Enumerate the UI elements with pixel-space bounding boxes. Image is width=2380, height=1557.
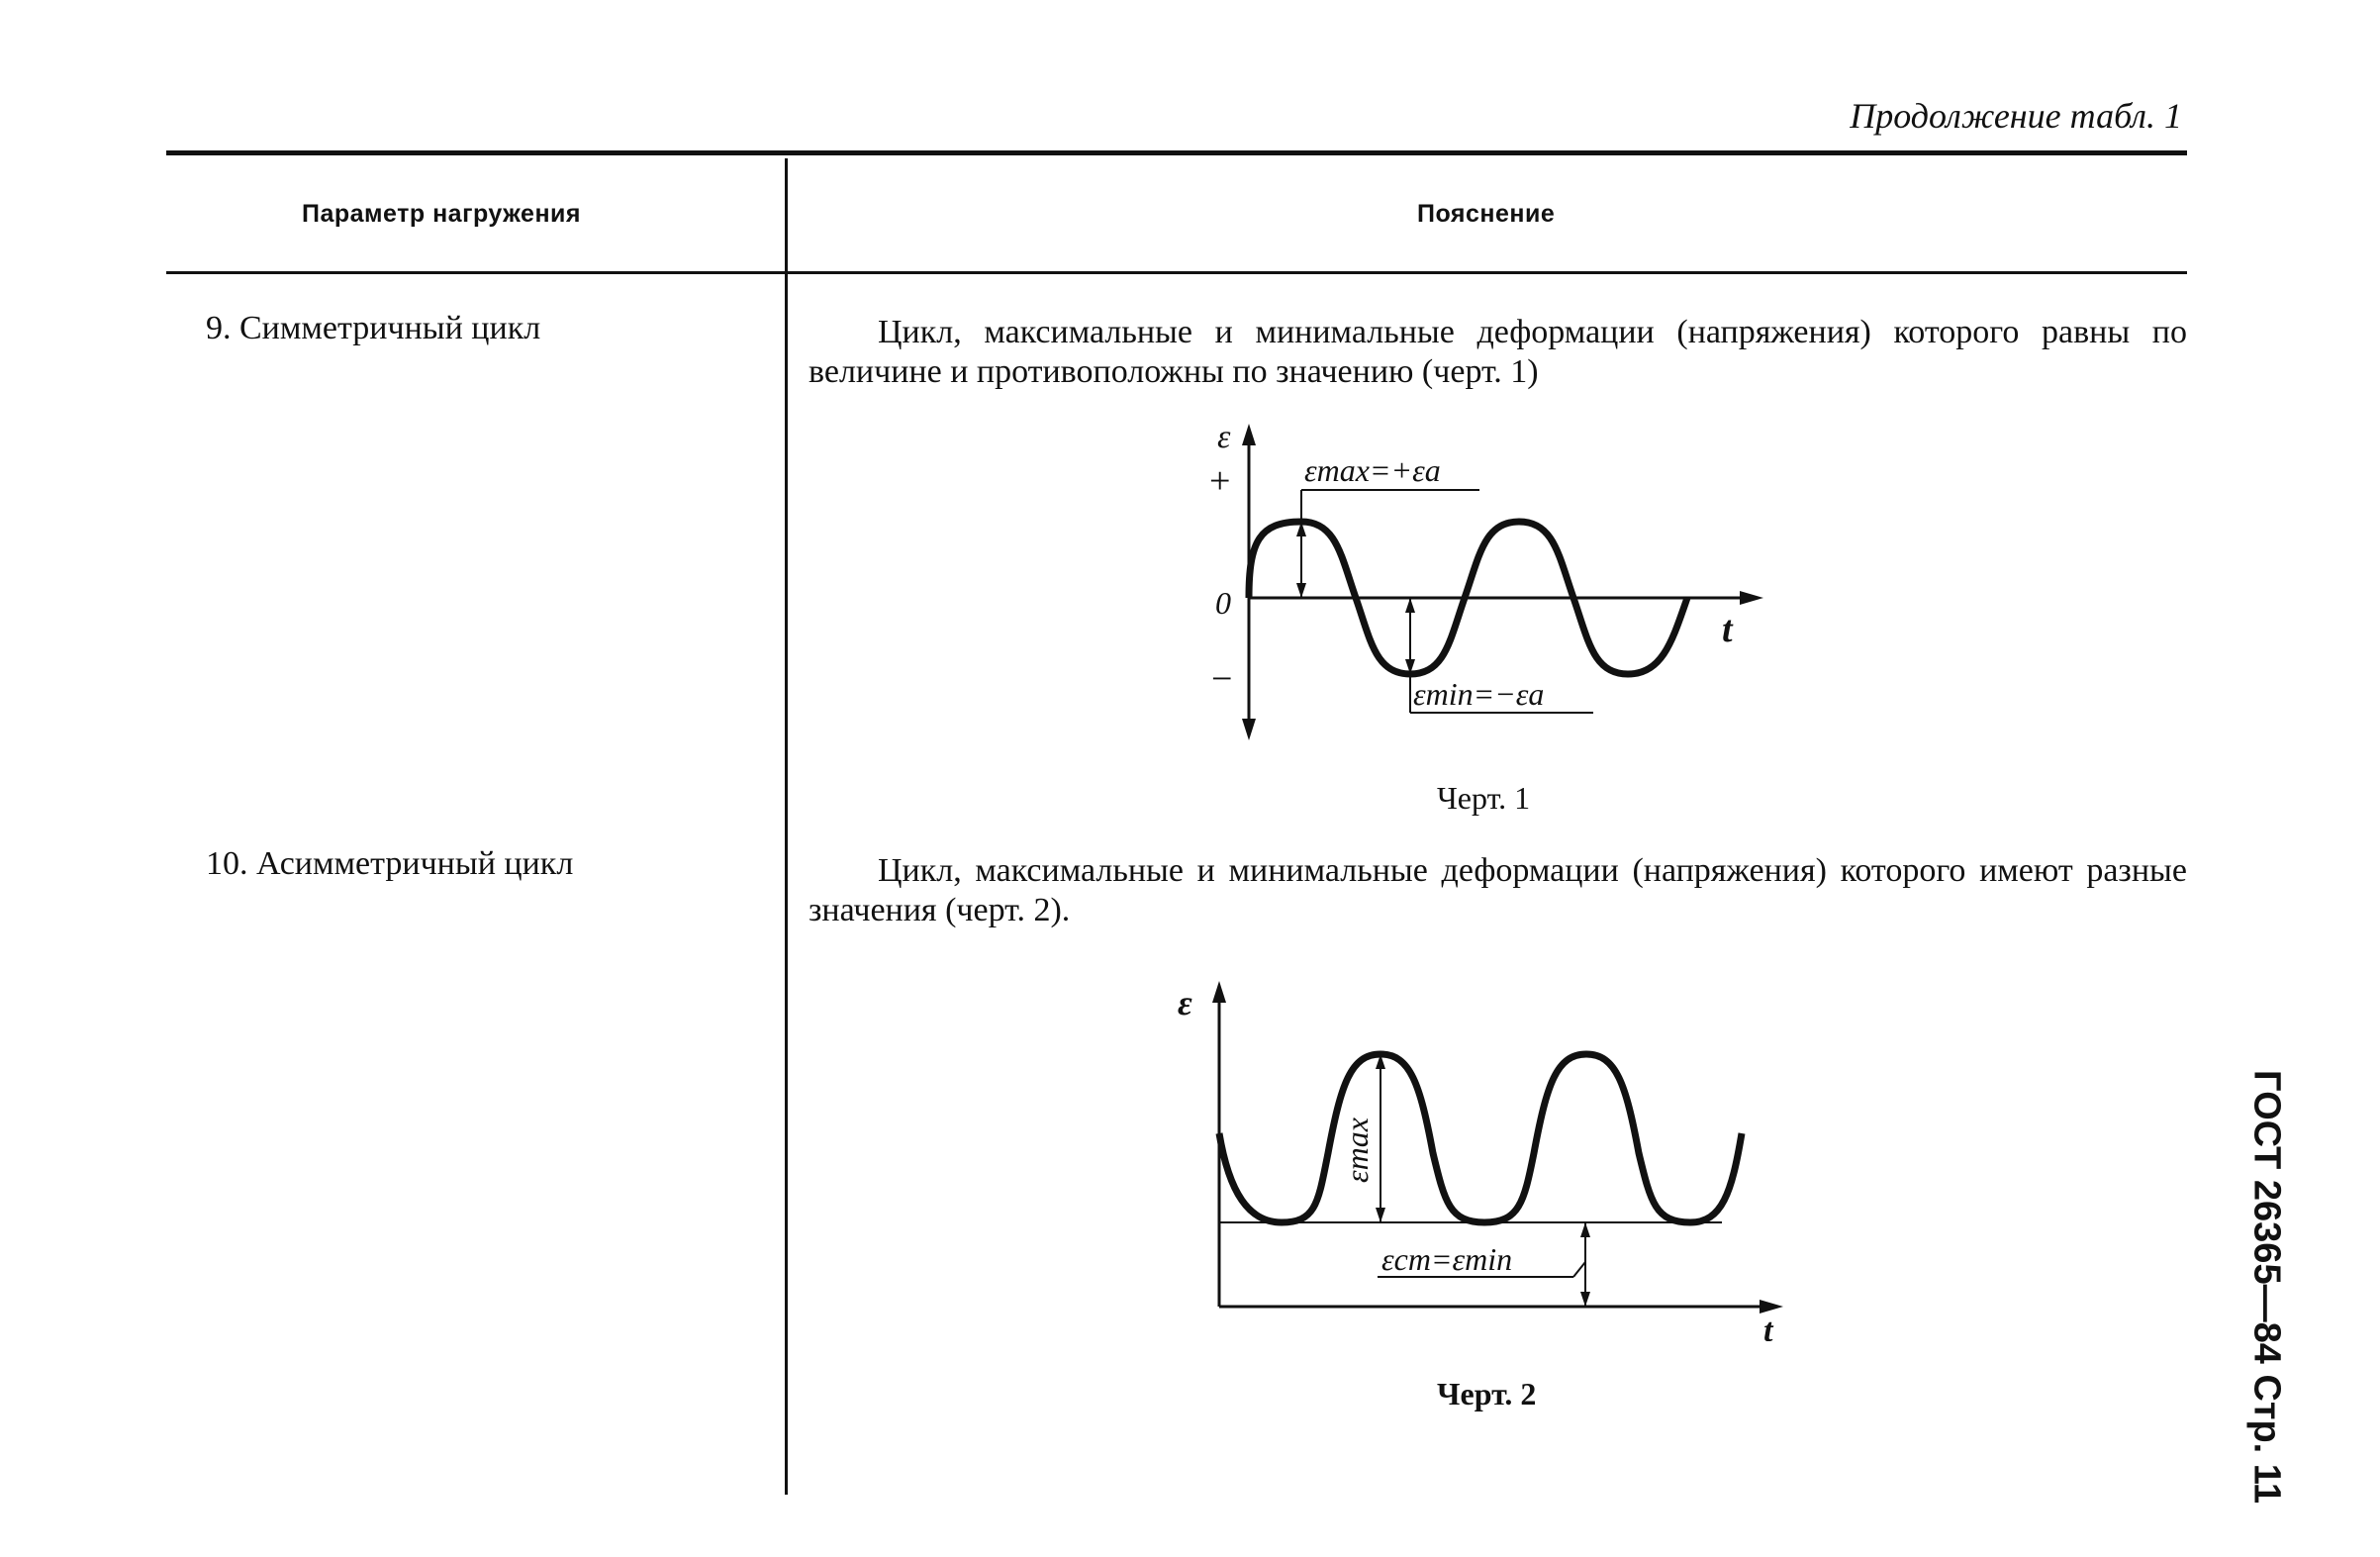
fig2-st-tip-bottom <box>1580 1292 1590 1307</box>
column-divider <box>785 158 788 1495</box>
fig2-t-label: t <box>1763 1313 1773 1341</box>
fig2-max-label: εmax <box>1339 1118 1375 1183</box>
fig1-y-label: ε <box>1217 419 1231 455</box>
row-9-parameter: 9. Симметричный цикл <box>206 310 541 346</box>
column-header-parameter: Параметр нагружения <box>302 200 581 228</box>
fig2-y-label: ε <box>1178 983 1192 1022</box>
row-9-explanation: Цикл, максимальные и минимальные деформации (напряжения) которого равны по величине и противоположны по значению (черт. 1) <box>809 314 2187 390</box>
fig1-plus-label: + <box>1209 460 1231 502</box>
figure-2-caption: Черт. 2 <box>1437 1376 1537 1411</box>
fig2-st-tip-top <box>1580 1222 1590 1237</box>
row-10-explanation: Цикл, максимальные и минимальные деформации (напряжения) которого имеют разные значения (черт. 2). <box>809 852 2187 928</box>
side-page-label <box>2217 1069 2316 1505</box>
continuation-label: Продолжение табл. 1 <box>1850 96 2182 136</box>
figure-1-caption: Черт. 1 <box>1437 780 1531 816</box>
fig1-t-label: t <box>1722 609 1733 650</box>
fig1-min-tip-top <box>1405 598 1415 613</box>
figure-1-symmetric-cycle <box>1188 416 1781 742</box>
fig2-st-label: εст=εmin <box>1381 1241 1513 1277</box>
column-header-explanation: Пояснение <box>1417 200 1556 228</box>
table-top-rule <box>166 150 2187 155</box>
fig2-st-leader <box>1573 1262 1585 1277</box>
figure-2-asymmetric-cycle <box>1158 975 1811 1341</box>
fig1-zero-label: 0 <box>1215 585 1231 621</box>
header-bottom-rule <box>166 271 2187 274</box>
fig2-t-arrowhead <box>1760 1300 1783 1314</box>
fig1-max-label: εmax=+εa <box>1304 452 1441 488</box>
fig2-y-arrowhead <box>1212 981 1226 1003</box>
fig1-minus-label: − <box>1211 658 1233 700</box>
fig1-min-label: εmin=−εa <box>1413 676 1545 712</box>
row-10-parameter: 10. Асимметричный цикл <box>206 845 574 882</box>
fig2-max-tip-bottom <box>1376 1208 1385 1222</box>
fig1-max-tip-bottom <box>1296 583 1306 598</box>
fig2-curve <box>1219 1054 1742 1222</box>
fig1-y-arrowhead-bottom <box>1242 719 1256 740</box>
fig1-t-arrowhead <box>1740 591 1763 605</box>
side-page-label-text: ГОСТ 26365—84 Стр. 11 <box>2245 1070 2288 1504</box>
fig1-y-arrowhead <box>1242 424 1256 445</box>
